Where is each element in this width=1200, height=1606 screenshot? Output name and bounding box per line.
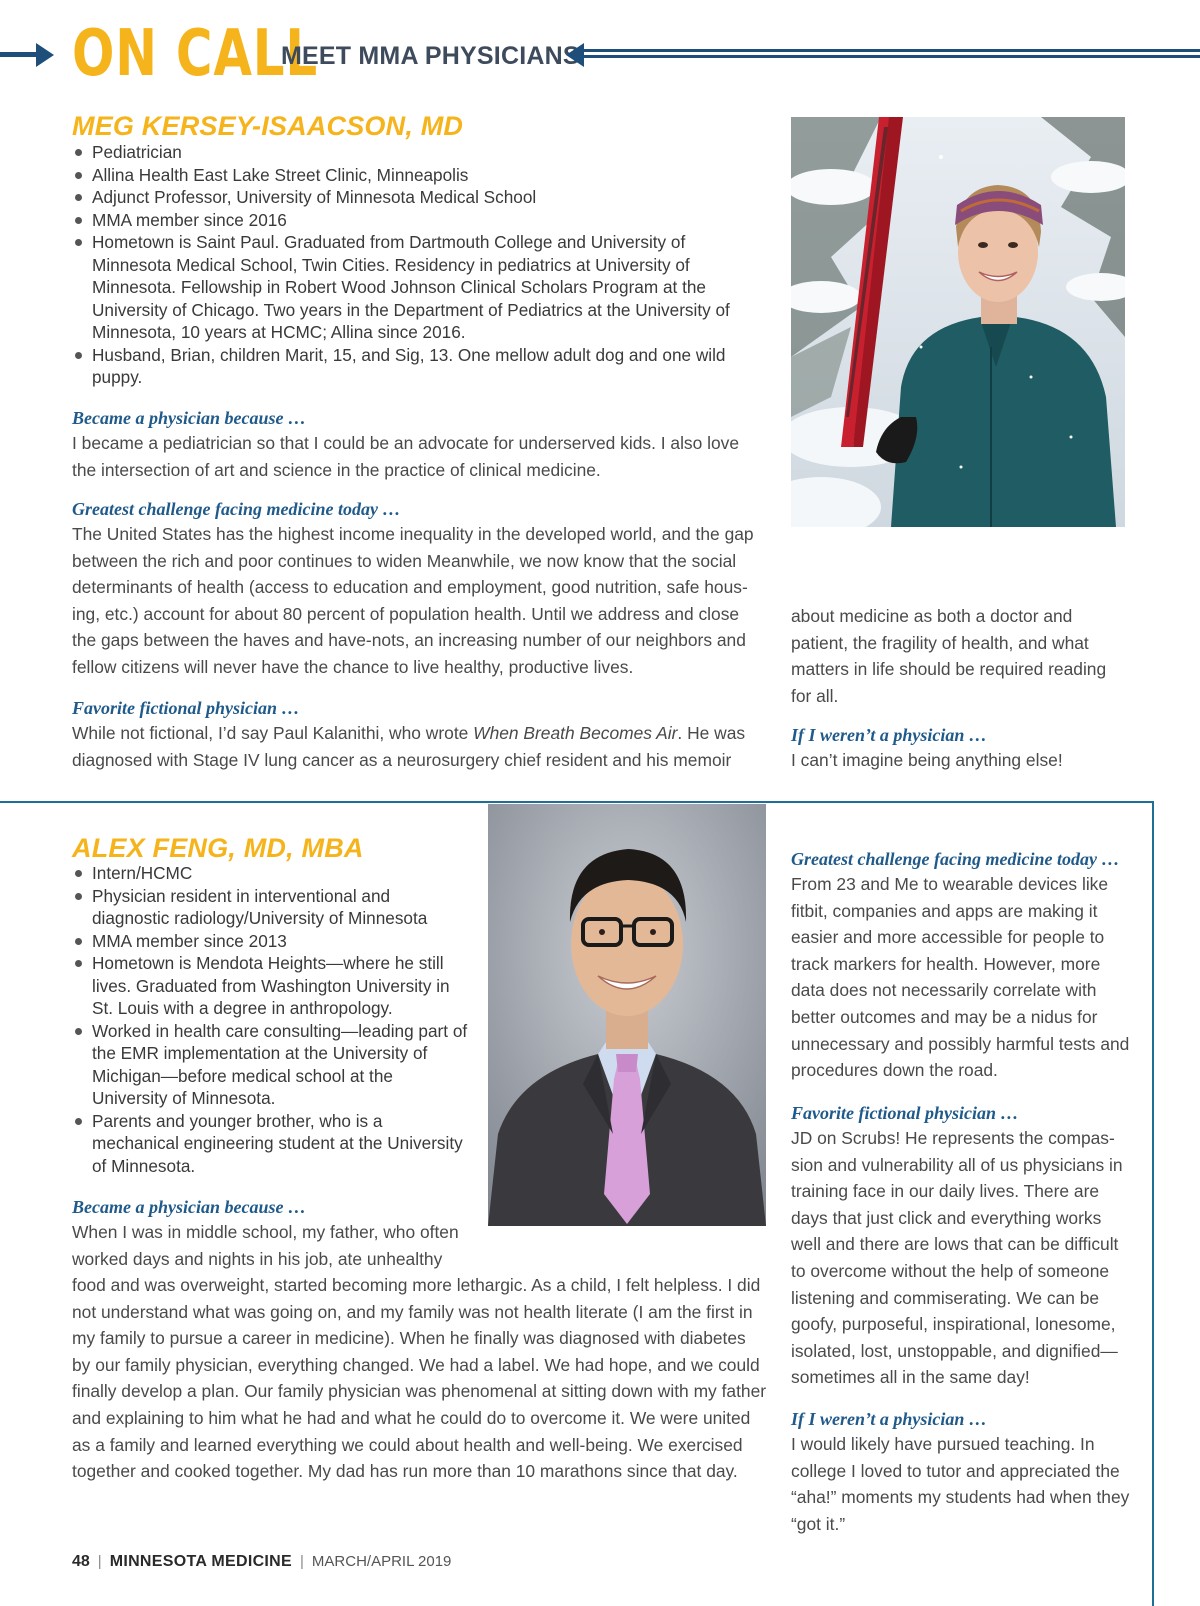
physician-1-name: MEG KERSEY-ISAACSON, MD — [72, 111, 464, 141]
physician-2-question-3: Favorite fictional physician … — [791, 1103, 1019, 1123]
header-rule-right-top — [582, 49, 1200, 52]
section-subtitle: MEET MMA PHYSICIANS — [281, 42, 580, 70]
physician-1-question-2: Greatest challenge facing medicine today … — [72, 499, 401, 519]
publication-name: MINNESOTA MEDICINE — [109, 1553, 292, 1570]
list-item: Physician resident in interventional and diagnostic radiology/University of Minnesota — [72, 885, 472, 930]
physician-1-answer-3-continued: about medicine as both a doctor and patient, the fragility of health, and what matters in life should be required reading for all. — [791, 606, 1107, 706]
arrow-right-icon — [36, 43, 54, 67]
section-title: ON CALL — [72, 17, 318, 91]
list-item: MMA member since 2016 — [72, 209, 752, 232]
physician-2-photo — [488, 804, 766, 1226]
page-number: 48 — [72, 1553, 90, 1570]
physician-1-answer-3: While not fictional, I’d say Paul Kalanithi, who wrote When Breath Becomes Air. He was diagnosed with Stage IV lung cancer as a neurosurgery chief resident and his memoir — [72, 723, 746, 770]
physician-2-answer-2: From 23 and Me to wearable devices like fitbit, companies and apps are making it easier and more accessible for people to track markers for health. However, more data does not necessarily correlate with better outcomes and may be a nidus for unnecessary and possibly harmful tests and procedures down the road. — [791, 874, 1130, 1081]
header-rule-right-bottom — [582, 55, 1200, 58]
list-item: Adjunct Professor, University of Minnesota Medical School — [72, 186, 752, 209]
physician-2-bullets — [72, 862, 472, 1177]
physician-1-answer-4: I can’t imagine being anything else! — [791, 750, 1063, 770]
list-item: Worked in health care consulting—leading part of the EMR implementation at the University of Michigan—before medical school at the University of Minnesota. — [72, 1020, 472, 1110]
physician-2-answer-4: I would likely have pursued teaching. In college I loved to tutor and appreciated the “aha!” moments my students had when they “got it.” — [791, 1434, 1130, 1534]
physician-1-bullets — [72, 141, 752, 389]
section-box-right-border — [1152, 801, 1154, 1606]
book-title: When Breath Becomes Air — [473, 723, 678, 743]
list-item: Hometown is Saint Paul. Graduated from Dartmouth College and University of Minnesota Medical School, Twin Cities. Residency in pediatrics at University of Minnesota. Fellowship in Robert Wood Johnson Clinical Scholars Program at the University of Chicago. Two years in the Department of Pediatrics at the University of Minnesota, 10 years at HCMC; Allina since 2016. — [72, 231, 752, 344]
physician-1-question-4: If I weren’t a physician … — [791, 725, 987, 745]
physician-2-answer-1-top: When I was in middle school, my father, who often worked days and nights in his job, ate unhealthy — [72, 1222, 459, 1269]
list-item: Husband, Brian, children Marit, 15, and Sig, 13. One mellow adult dog and one wild puppy. — [72, 344, 752, 389]
physician-2-name: ALEX FENG, MD, MBA — [72, 833, 364, 863]
issue-date: MARCH/APRIL 2019 — [311, 1553, 452, 1570]
list-item: MMA member since 2013 — [72, 930, 472, 953]
physician-2-answer-1-bottom: food and was overweight, started becoming more lethargic. As a child, I felt helpless. I did not understand what was going on, and my family was not health literate (I am the first in my family to pursue a career in medicine). When he finally was diagnosed with diabetes by our family physician, everything changed. We had a label. We had hope, and we could finally develop a plan. Our family physician was phenomenal at sitting down with my father and explaining to him what he had and what he could do to overcome it. We were united as a family and learned everything we could about health and well-being. We exercised together and cooked together. My dad has run more than 10 marathons since that day. — [72, 1275, 767, 1482]
physician-1-photo — [791, 117, 1125, 527]
physician-2-question-4: If I weren’t a physician … — [791, 1409, 987, 1429]
physician-1-answer-1: I became a pediatrician so that I could be an advocate for underserved kids. I also love the intersection of art and science in the practice of clinical medicine. — [72, 433, 740, 480]
physician-2-question-2: Greatest challenge facing medicine today … — [791, 849, 1120, 869]
physician-1-question-1: Became a physician because … — [72, 408, 306, 428]
list-item: Parents and younger brother, who is a mechanical engineering student at the University of Minnesota. — [72, 1110, 472, 1178]
page-footer: 48 | MINNESOTA MEDICINE | MARCH/APRIL 2019 — [72, 1553, 452, 1570]
physician-2-answer-3: JD on Scrubs! He represents the compas-sion and vulnerability all of us physicians in training face in our daily lives. There are days that just click and everything works well and there are lows that can be difficult to overcome without the help of someone listening and commiserating. We can be goofy, purposeful, inspirational, lonesome, isolated, lost, unstoppable, and dignified—sometimes all in the same day! — [791, 1128, 1123, 1388]
physician-2-question-1: Became a physician because … — [72, 1197, 306, 1217]
photo-portrait-image — [488, 804, 766, 1226]
physician-1-answer-2: The United States has the highest income inequality in the developed world, and the gap between the rich and poor continues to widen Meanwhile, we now know that the social determinants of health (access to education and employment, good nutrition, safe hous-ing, etc.) account for about 80 percent of population health. Until we address and close the gaps between the haves and have-nots, an increasing number of our neighbors and fellow citizens will never have the chance to live healthy, productive lives. — [72, 524, 754, 677]
list-item: Hometown is Mendota Heights—where he still lives. Graduated from Washington University in St. Louis with a degree in anthropology. — [72, 952, 472, 1020]
photo-skier-image — [791, 117, 1125, 527]
section-box-top-border — [0, 801, 1154, 803]
list-item: Intern/HCMC — [72, 862, 472, 885]
physician-1-question-3: Favorite fictional physician … — [72, 698, 300, 718]
list-item: Allina Health East Lake Street Clinic, Minneapolis — [72, 164, 752, 187]
list-item: Pediatrician — [72, 141, 752, 164]
